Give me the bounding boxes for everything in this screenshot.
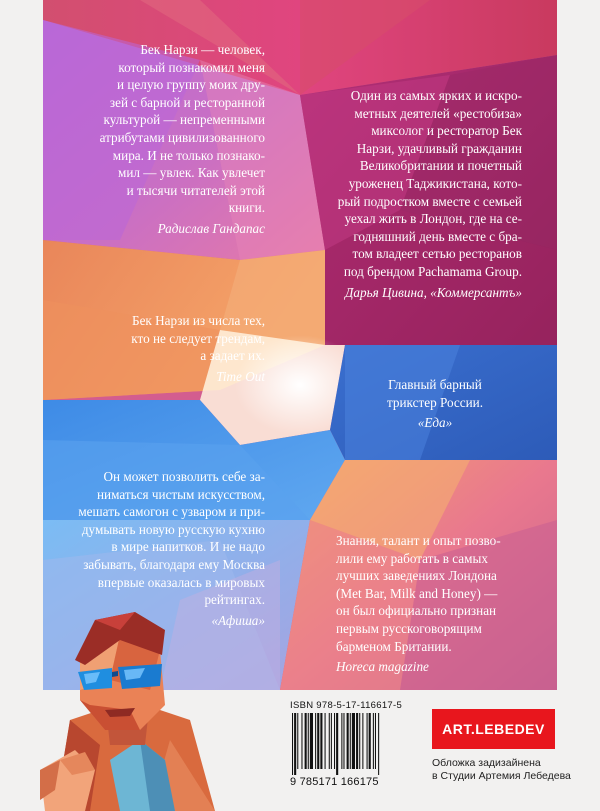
quote-gandapas xyxy=(100,41,265,238)
quote-line: зей с барной и ресторанной xyxy=(109,94,265,110)
quote-source: Радислав Гандапас xyxy=(157,220,265,236)
art-lebedev-logo xyxy=(432,709,555,749)
barcode-bar xyxy=(331,713,332,769)
barcode-bar xyxy=(325,713,326,769)
barcode-bar xyxy=(362,713,363,769)
quote-line: в мире напитков. И не надо xyxy=(111,539,265,555)
quote-line: думывать новую русскую кухню xyxy=(81,521,265,537)
quote-line: кто не следует трендам, xyxy=(131,330,265,346)
quote-line: годняшний день вместе с бра- xyxy=(353,228,522,244)
quote-line: Бек Нарзи из числа тех, xyxy=(132,313,265,328)
barcode-bar xyxy=(375,713,376,769)
barcode-bar xyxy=(378,713,379,775)
barcode-bar xyxy=(305,713,307,769)
quote-line: метных деятелей «рестобиза» xyxy=(354,105,522,121)
barcode-bar xyxy=(367,713,368,769)
credit-line-1: Обложка задизайнена xyxy=(432,757,541,769)
barcode-bar xyxy=(350,713,351,769)
quote-line: атрибутами цивилизованного xyxy=(99,129,265,145)
quote-line: Бек Нарзи — человек, xyxy=(140,42,265,57)
barcode-bar xyxy=(329,713,330,769)
barcode-bar xyxy=(301,713,302,769)
barcode-bar xyxy=(294,713,296,775)
quote-horeca xyxy=(336,532,501,676)
quote-line: Знания, талант и опыт позво- xyxy=(336,533,501,548)
quote-source: Time Out xyxy=(216,368,265,384)
barcode-digits: 9 785171 166175 xyxy=(290,776,379,788)
barcode-bar xyxy=(310,713,313,769)
barcode-bars xyxy=(290,713,422,775)
quote-line: Великобритании и почетный xyxy=(359,158,522,174)
quote-timeout xyxy=(131,312,265,385)
barcode-bar xyxy=(359,713,360,769)
quote-line: впервые оказалась в мировых xyxy=(97,574,265,590)
quote-afisha xyxy=(78,468,265,629)
quote-line: Главный барный xyxy=(388,377,482,392)
quote-source: «Афиша» xyxy=(211,612,265,628)
barcode-bar xyxy=(308,713,309,769)
quote-line: мешать самогон с узваром и при- xyxy=(78,504,265,520)
quote-line: миксолог и ресторатор Бек xyxy=(371,123,522,139)
barcode-bar xyxy=(369,713,371,769)
quote-line: уехал жить в Лондон, где на се- xyxy=(344,211,522,227)
barcode-bar xyxy=(317,713,319,769)
quote-line: лучших заведениях Лондона xyxy=(336,568,497,584)
quote-eda xyxy=(370,376,500,432)
barcode-bar xyxy=(315,713,316,769)
quote-line: рейтингах. xyxy=(204,592,265,608)
quote-line: уроженец Таджикистана, кото- xyxy=(348,175,522,191)
quote-line: мил — увлек. Как увлечет xyxy=(117,165,265,181)
barcode-bar xyxy=(297,713,298,769)
isbn-label: ISBN 978-5-17-116617-5 xyxy=(290,700,403,711)
quote-line: и тысячи читателей этой xyxy=(126,182,265,198)
quote-source: «Еда» xyxy=(417,415,453,431)
isbn-barcode-block xyxy=(290,700,422,788)
quote-line: он был официально признан xyxy=(336,603,497,619)
quote-line: лили ему работать в самых xyxy=(336,550,488,566)
barcode-bar xyxy=(356,713,358,769)
quote-line: культурой — непременными xyxy=(103,112,265,128)
quote-line: том владеет сетью ресторанов xyxy=(352,246,522,262)
quote-source: Дарья Цивина, «Коммерсантъ» xyxy=(345,284,522,300)
quote-line: и целую группу моих дру- xyxy=(116,77,265,93)
quote-line: (Met Bar, Milk and Honey) — xyxy=(336,585,498,601)
quote-line: книги. xyxy=(228,200,265,216)
quote-line: Один из самых ярких и искро- xyxy=(350,88,522,103)
barcode-bar xyxy=(341,713,342,769)
barcode-bar xyxy=(347,713,349,769)
barcode-bar xyxy=(334,713,335,769)
barcode-bar xyxy=(373,713,374,769)
design-credit xyxy=(432,757,571,783)
quote-tsivina xyxy=(338,87,522,301)
quote-line: который познакомил меня xyxy=(118,59,265,75)
quote-line: забывать, благодаря ему Москва xyxy=(83,556,265,572)
quote-line: Нарзи, удачливый гражданин xyxy=(356,140,522,156)
logo-text: ART.LEBEDEV xyxy=(442,721,545,737)
barcode-bar xyxy=(320,713,322,769)
quote-line: Он может позволить себе за- xyxy=(103,469,265,484)
quote-line: ниматься чистым искусством, xyxy=(97,486,265,502)
quote-line: а задает их. xyxy=(200,348,265,364)
quote-line: мира. И не только познако- xyxy=(112,147,265,163)
credit-line-2: в Студии Артемия Лебедева xyxy=(432,770,571,782)
quote-line: под брендом Pachamama Group. xyxy=(343,263,522,279)
quote-line: рый подростком вместе с семьей xyxy=(337,193,522,209)
quote-line: первым русскоговорящим xyxy=(336,620,482,636)
barcode-bar xyxy=(292,713,293,775)
barcode-bar xyxy=(352,713,355,769)
barcode-bar xyxy=(336,713,338,775)
quote-line: барменом Британии. xyxy=(336,638,452,654)
barcode-bar xyxy=(343,713,344,769)
quote-source: Horeca magazine xyxy=(336,659,429,675)
quote-line: трикстер России. xyxy=(386,394,484,410)
